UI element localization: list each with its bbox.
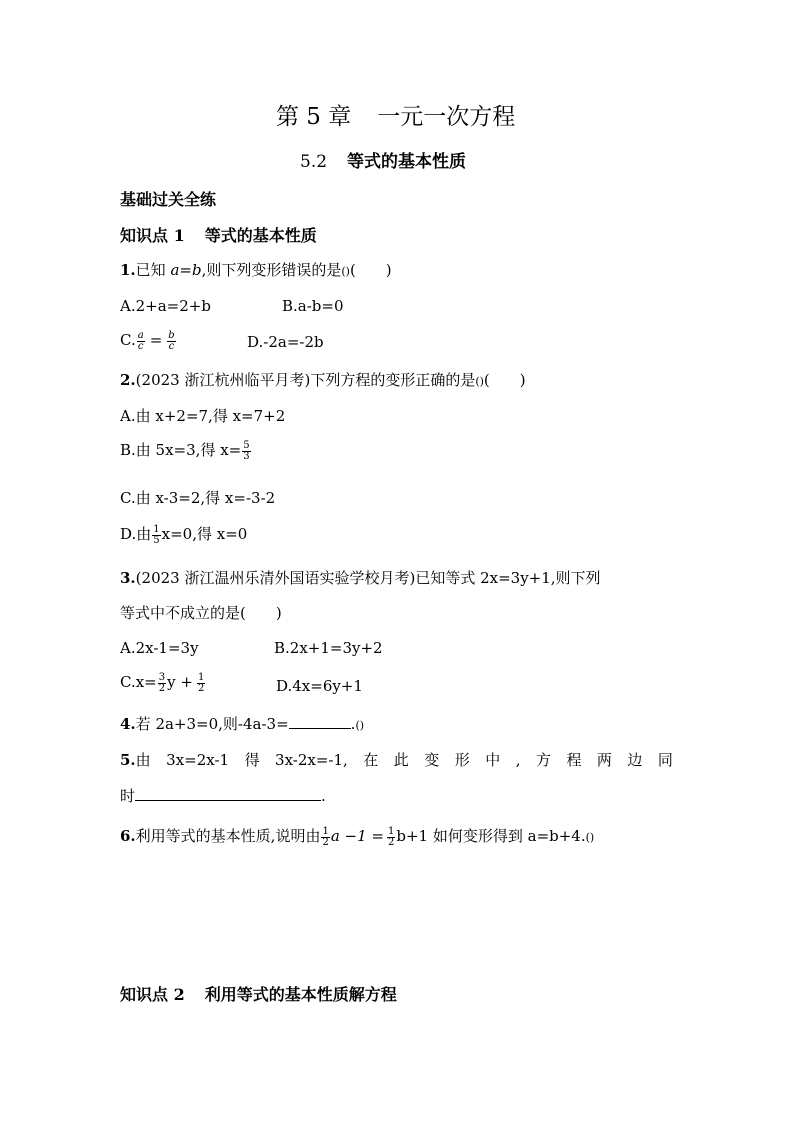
q1-stem-var: a=b <box>170 261 202 279</box>
q6-post: b+1 如何变形得到 a=b+4. <box>396 827 586 845</box>
kp1-label: 知识点 1 <box>120 226 185 245</box>
q3-number: 3. <box>120 569 136 587</box>
q5-word-1: 3x=2x-1 <box>166 751 230 769</box>
q1-option-c <box>120 330 177 352</box>
q5-number: 5. <box>120 751 136 769</box>
q1-number: 1. <box>120 261 136 279</box>
q6-mark: () <box>585 831 595 844</box>
q6-mid: a −1 = <box>330 827 384 845</box>
q5-word-8: 中 <box>485 751 501 769</box>
q1-option-a: A.2+a=2+b <box>120 297 211 315</box>
section-heading <box>300 147 466 172</box>
q5-word-2: 得 <box>244 751 260 769</box>
q5-answer-blank[interactable] <box>135 786 321 801</box>
q3-c-num1: 3 <box>158 671 166 683</box>
q3-c-den1: 2 <box>158 682 166 694</box>
q3-c-frac-1 <box>158 673 166 694</box>
q6-f2-den: 2 <box>388 836 395 848</box>
q5-word-11: 程 <box>566 751 582 769</box>
q5-line2: 时 <box>120 787 136 805</box>
q6-f1-den: 2 <box>322 836 329 848</box>
q3-c-mid: y + <box>167 673 193 691</box>
q2-d-den: 5 <box>153 534 160 546</box>
q2-d-num: 1 <box>153 523 160 535</box>
q5-word-14: 同 <box>657 751 673 769</box>
q2-b-frac <box>242 441 250 462</box>
q5-word-6: 变 <box>424 751 440 769</box>
q2-b-num: 5 <box>243 439 250 451</box>
kp1-title: 等式的基本性质 <box>204 226 317 245</box>
q2-option-d <box>120 524 247 546</box>
q5-word-0: 由 <box>135 751 151 769</box>
section-title: 等式的基本性质 <box>347 152 467 172</box>
q6-number: 6. <box>120 827 136 845</box>
question-5-line-2 <box>120 786 326 806</box>
q1-paren: ( ) <box>349 261 392 279</box>
q1-c-frac-2 <box>167 331 175 352</box>
q1-c-prefix: C. <box>120 331 136 349</box>
q5-word-4: 在 <box>363 751 379 769</box>
q2-mark: () <box>475 375 484 388</box>
q2-d-pre: D.由 <box>120 525 152 543</box>
q1-c-eq: = <box>149 331 163 349</box>
q5-word-5: 此 <box>393 751 409 769</box>
q5-word <box>120 750 151 770</box>
q3-stem-line2: 等式中不成立的是( ) <box>120 604 282 622</box>
q3-c-frac-2 <box>197 673 205 694</box>
q6-pre: 利用等式的基本性质,说明由 <box>135 827 321 845</box>
q1-option-d: D.-2a=-2b <box>247 333 324 351</box>
q1-stem-a: 已知 <box>135 261 171 279</box>
q2-d-post: x=0,得 x=0 <box>161 525 248 543</box>
kp2-label: 知识点 2 <box>120 985 185 1004</box>
kp2-title: 利用等式的基本性质解方程 <box>204 985 397 1004</box>
q2-number: 2. <box>120 371 136 389</box>
question-5-line-1 <box>120 750 673 770</box>
section-number: 5.2 <box>300 152 328 172</box>
q3-option-a: A.2x-1=3y <box>120 639 199 657</box>
q3-c-num2: 1 <box>197 671 205 683</box>
question-6 <box>120 826 594 848</box>
question-2-stem <box>120 370 526 392</box>
q3-option-c <box>120 672 206 694</box>
practice-heading: 基础过关全练 <box>120 190 217 209</box>
q1-c-num1: a <box>137 329 144 341</box>
q5-word-9: , <box>515 751 521 769</box>
q1-stem-b: ,则下列变形错误的是 <box>201 261 342 279</box>
question-1-stem <box>120 260 392 282</box>
q6-f2-num: 1 <box>388 825 395 837</box>
q4-end: . <box>350 715 356 733</box>
q2-d-frac <box>152 525 160 546</box>
q3-stem-line1: (2023 浙江温州乐清外国语实验学校月考)已知等式 2x=3y+1,则下列 <box>135 569 601 587</box>
question-4 <box>120 714 364 736</box>
q1-c-den1: c <box>137 340 144 352</box>
chapter-title: 一元一次方程 <box>377 104 516 130</box>
q5-word-7: 形 <box>454 751 470 769</box>
q3-option-d: D.4x=6y+1 <box>276 677 363 695</box>
q4-mark: () <box>355 719 365 732</box>
q6-frac-1 <box>321 827 329 848</box>
q2-b-text: B.由 5x=3,得 x= <box>120 441 242 459</box>
q5-end: . <box>321 787 326 805</box>
q2-b-den: 3 <box>243 450 250 462</box>
q4-text[interactable]: 若 2a+3=0,则-4a-3= <box>135 715 289 733</box>
question-3-stem-line-1 <box>120 568 601 588</box>
q2-option-b <box>120 440 252 462</box>
q2-option-c: C.由 x-3=2,得 x=-3-2 <box>120 489 276 507</box>
q5-word-3: 3x-2x=-1, <box>275 751 348 769</box>
q1-option-b: B.a-b=0 <box>282 297 344 315</box>
q5-word-12: 两 <box>596 751 612 769</box>
q6-f1-num: 1 <box>322 825 329 837</box>
q3-option-b: B.2x+1=3y+2 <box>274 639 383 657</box>
q4-number: 4. <box>120 715 136 733</box>
q6-frac-2 <box>387 827 395 848</box>
q3-c-pre: C.x= <box>120 673 157 691</box>
knowledge-point-2 <box>120 982 397 1005</box>
q2-stem: (2023 浙江杭州临平月考)下列方程的变形正确的是 <box>135 371 476 389</box>
q2-option-a: A.由 x+2=7,得 x=7+2 <box>120 407 286 425</box>
q1-mark: () <box>341 265 350 278</box>
knowledge-point-1 <box>120 223 317 246</box>
q4-answer-blank[interactable] <box>289 714 351 729</box>
q1-c-den2: c <box>168 340 175 352</box>
q3-c-den2: 2 <box>197 682 205 694</box>
chapter-heading <box>276 98 515 131</box>
q5-word-13: 边 <box>627 751 643 769</box>
q5-word-10: 方 <box>535 751 551 769</box>
q1-c-num2: b <box>168 329 175 341</box>
q1-c-frac-1 <box>137 331 145 352</box>
chapter-number: 第 5 章 <box>276 104 352 130</box>
q2-paren: ( ) <box>483 371 526 389</box>
